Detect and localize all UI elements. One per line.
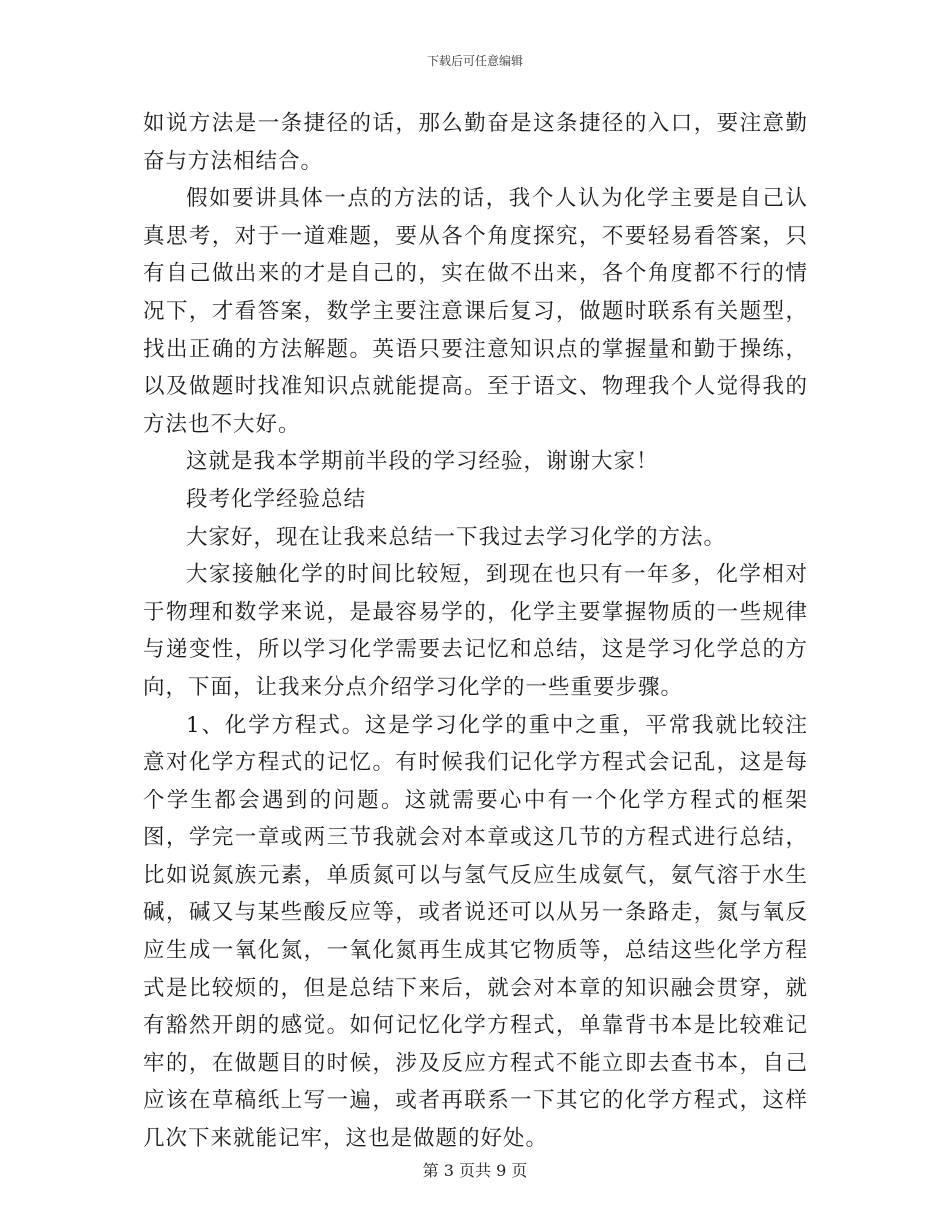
section-heading: 段考化学经验总结 xyxy=(186,486,367,512)
paragraph-6: 大家接触化学的时间比较短，到现在也只有一年多，化学相对于物理和数学来说，是最容易学的，化学主要掌握物质的一些规律与递变性，所以学习化学需要去记忆和总结，这是学习化学总的方向，下面，让我来分点介绍学习化学的一些重要步骤。 xyxy=(143,562,808,700)
document-body xyxy=(143,105,808,1158)
paragraph-5: 大家好，现在让我来总结一下我过去学习化学的方法。 xyxy=(186,524,727,550)
paragraph-7: 1、化学方程式。这是学习化学的重中之重，平常我就比较注意对化学方程式的记忆。有时候我们记化学方程式会记乱，这是每个学生都会遇到的问题。这就需要心中有一个化学方程式的框架图，学完一章或两三节我就会对本章或这几节的方程式进行总结，比如说氮族元素，单质氮可以与氢气反应生成氨气，氨气溶于水生碱，碱又与某些酸反应等，或者说还可以从另一条路走，氮与氧反应生成一氧化氮，一氧化氮再生成其它物质等，总结这些化学方程式是比较烦的，但是总结下来后，就会对本章的知识融会贯穿，就有豁然开朗的感觉。如何记忆化学方程式，单靠背书本是比较难记牢的，在做题目的时候，涉及反应方程式不能立即去查书本，自己应该在草稿纸上写一遍，或者再联系一下其它的化学方程式，这样几次下来就能记牢，这也是做题的好处。 xyxy=(143,712,808,1152)
page-footer: 第 3 页共 9 页 xyxy=(422,1161,528,1180)
paragraph-3: 这就是我本学期前半段的学习经验，谢谢大家！ xyxy=(186,449,659,475)
paragraph-2: 假如要讲具体一点的方法的话，我个人认为化学主要是自己认真思考，对于一道难题，要从各个角度探究，不要轻易看答案，只有自己做出来的才是自己的，实在做不出来，各个角度都不行的情况下，才看答案，数学主要注意课后复习，做题时联系有关题型，找出正确的方法解题。英语只要注意知识点的掌握量和勤于操练，以及做题时找准知识点就能提高。至于语文、物理我个人觉得我的方法也不大好。 xyxy=(143,186,808,437)
paragraph-1: 如说方法是一条捷径的话，那么勤奋是这条捷径的入口，要注意勤奋与方法相结合。 xyxy=(143,111,808,174)
page-header: 下载后可任意编辑 xyxy=(426,54,523,68)
